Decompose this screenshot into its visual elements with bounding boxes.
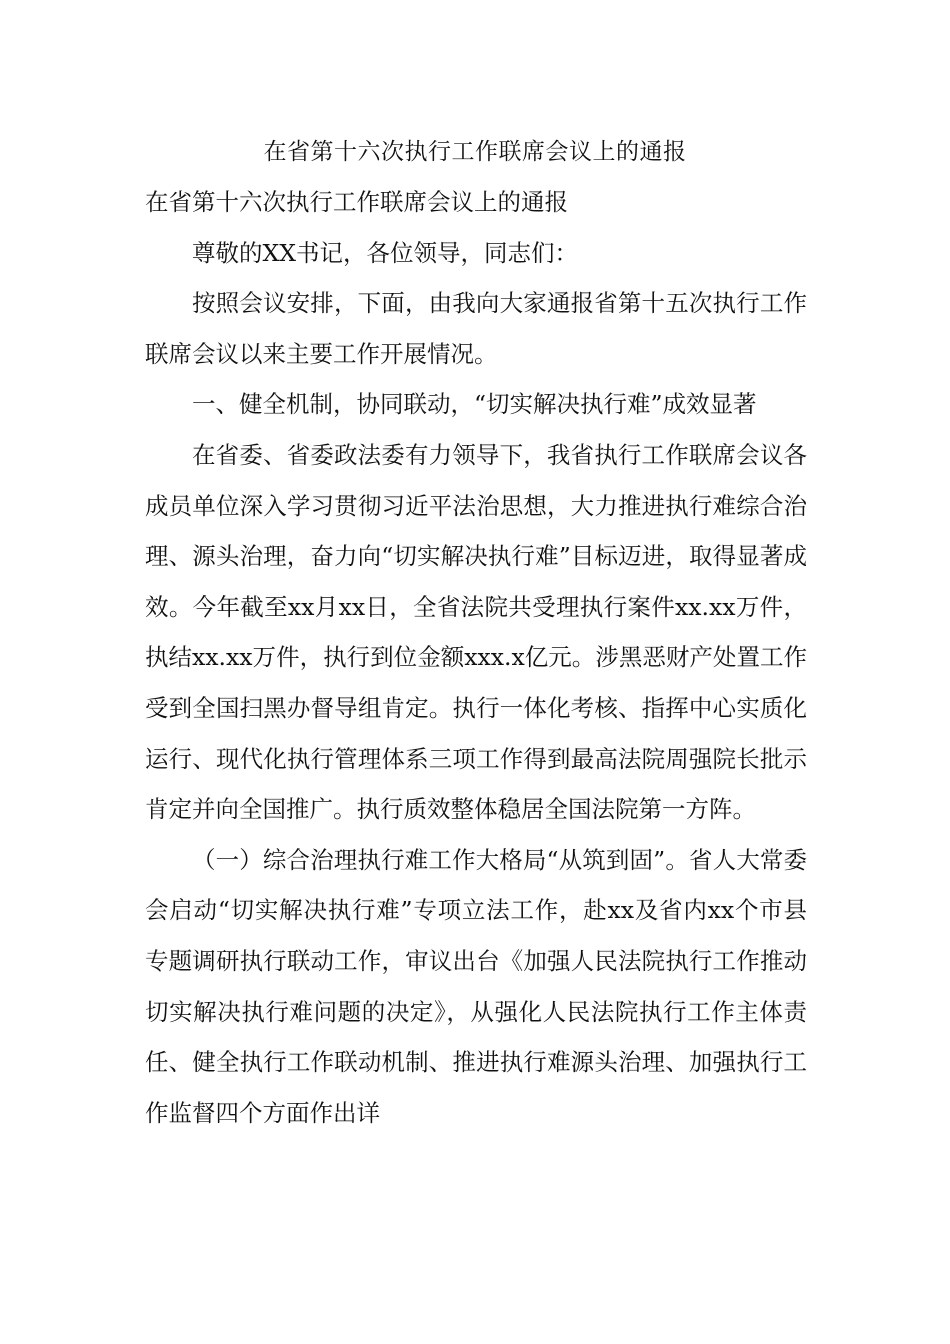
- intro-paragraph: 按照会议安排，下面，由我向大家通报省第十五次执行工作联席会议以来主要工作开展情况。: [145, 289, 807, 368]
- section-heading-1: 一、健全机制，协同联动，“切实解决执行难”成效显著: [192, 390, 757, 419]
- body-paragraph-1: 在省委、省委政法委有力领导下，我省执行工作联席会议各成员单位深入学习贯彻习近平法治思想，大力推进执行难综合治理、源头治理，奋力向“切实解决执行难”目标迈进，取得显著成效。今年截至xx月xx日，全省法院共受理执行案件xx.xx万件，执结xx.xx万件，执行到位金额xxx.x亿元。涉黑恶财产处置工作受到全国扫黑办督导组肯定。执行一体化考核、指挥中心实质化运行、现代化执行管理体系三项工作得到最高法院周强院长批示肯定并向全国推广。执行质效整体稳居全国法院第一方阵。: [145, 440, 807, 824]
- document-title: 在省第十六次执行工作联席会议上的通报: [263, 139, 687, 165]
- body-paragraph-2: （一）综合治理执行难工作大格局“从筑到固”。省人大常委会启动“切实解决执行难”专项立法工作，赴xx及省内xx个市县专题调研执行联动工作，审议出台《加强人民法院执行工作推动切实解决执行难问题的决定》，从强化人民法院执行工作主体责任、健全执行工作联动机制、推进执行难源头治理、加强执行工作监督四个方面作出详: [145, 845, 807, 1127]
- document-body: [145, 177, 807, 1138]
- document-subtitle: 在省第十六次执行工作联席会议上的通报: [145, 188, 568, 216]
- salutation-paragraph: 尊敬的XX书记，各位领导，同志们：: [192, 238, 578, 267]
